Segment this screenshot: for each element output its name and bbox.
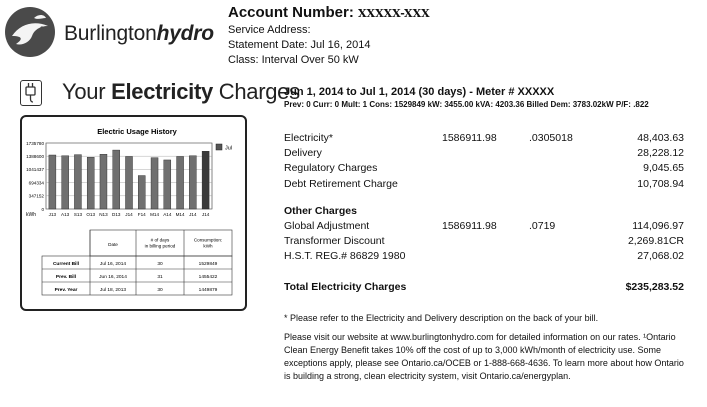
- usage-bar: [74, 155, 81, 209]
- note-website: Please visit our website at www.burlingtonhydro.com for detailed information on our rates. ¹Ontario Clean Energy Benefit takes 10% off the cost of up to 3,000 kWh/month of electricity use. Some exceptions apply, please see Ontario.ca/OCEB or 1-888-668-4636. To learn more about how Ontario is building a strong, clean electricity system, visit Ontario.ca/energyplan.: [284, 332, 684, 381]
- usage-history-panel: [20, 115, 247, 311]
- charge-row: [284, 178, 684, 192]
- charge-label: Delivery: [284, 147, 322, 160]
- charge-amount: 2,269.81CR: [627, 235, 684, 248]
- charge-label: Electricity*: [284, 132, 334, 144]
- table-cell: 30: [157, 288, 163, 293]
- charge-label: H.S.T. REG.# 86829 1980: [284, 250, 406, 263]
- bill-notes: [284, 312, 684, 389]
- charge-qty: 1586911.98: [442, 132, 497, 144]
- y-tick-label: 0: [41, 206, 44, 212]
- table-header: Date: [108, 242, 118, 247]
- logo-bird-icon: [4, 6, 56, 58]
- table-cell: Jun 16, 2014: [99, 275, 127, 280]
- table-cell: Jul 16, 2014: [99, 262, 127, 267]
- statement-date: Statement Date: Jul 16, 2014: [228, 39, 371, 51]
- meter-period: Jun 1, 2014 to Jul 1, 2014 (30 days) - Meter # XXXXX: [284, 86, 555, 98]
- usage-bar: [87, 157, 94, 209]
- total-amount: $235,283.52: [625, 281, 684, 293]
- brand-name: [64, 22, 214, 46]
- table-row-label: Prev. Bill: [55, 275, 77, 280]
- table-row-label: Prev. Year: [54, 288, 78, 293]
- note-refer: * Please refer to the Electricity and Delivery description on the back of your bill.: [284, 313, 599, 323]
- x-tick-label: J14: [189, 212, 197, 217]
- x-tick-label: D13: [112, 212, 121, 217]
- charge-amount: 10,708.94: [637, 177, 684, 190]
- table-cell: Jul 18, 2013: [99, 288, 127, 293]
- table-cell: 1449879: [198, 288, 218, 293]
- y-tick-label: 1735780: [26, 140, 44, 146]
- table-header: Consumption: kWh: [193, 237, 223, 249]
- usage-bar: [49, 155, 56, 209]
- y-tick-label: 694334: [28, 180, 44, 186]
- usage-bar: [177, 157, 184, 209]
- charge-label: Debt Retirement Charge: [284, 177, 398, 190]
- table-row-label: Current Bill: [52, 262, 80, 267]
- table-header: # of days in billing period: [144, 237, 176, 249]
- charge-qty: 1586911.98: [442, 220, 497, 232]
- usage-bar: [100, 154, 107, 209]
- charge-rate: .0719: [529, 220, 556, 232]
- account-number-line: [228, 4, 430, 23]
- usage-bar: [189, 156, 196, 209]
- charge-label: Regulatory Charges: [284, 162, 378, 175]
- usage-bar: [151, 158, 158, 209]
- charge-label: Transformer Discount: [284, 235, 385, 248]
- charge-row: [284, 162, 684, 176]
- meter-detail: Prev: 0 Curr: 0 Mult: 1 Cons: 1529849 kW: 3455.00 kVA: 4203.36 Billed Dem: 3783.02kW P/F: .822: [284, 100, 649, 109]
- usage-history-chart: [22, 117, 245, 309]
- chart-title: Electric Usage History: [97, 127, 177, 136]
- x-tick-label: F14: [137, 212, 146, 217]
- usage-bar: [164, 160, 171, 209]
- section-title: [62, 79, 300, 105]
- x-tick-label: M14: [175, 212, 185, 217]
- charge-amount: 28,228.12: [637, 147, 684, 160]
- legend-label: Jul: [225, 145, 233, 152]
- x-tick-label: J14: [125, 212, 133, 217]
- x-tick-label: J14: [201, 212, 210, 217]
- usage-bar: [113, 150, 120, 209]
- account-class: Class: Interval Over 50 kW: [228, 54, 359, 66]
- charge-amount: 9,045.65: [643, 162, 684, 175]
- brand-bold: hydro: [156, 22, 214, 45]
- section-title-prefix: Your: [62, 79, 112, 104]
- y-tick-label: 1388600: [26, 154, 44, 160]
- x-tick-label: M14: [150, 212, 160, 217]
- account-block: [228, 4, 430, 68]
- x-tick-label: O13: [86, 212, 96, 217]
- section-title-bold: Electricity: [111, 79, 213, 104]
- x-tick-label: J13: [48, 212, 57, 217]
- plug-icon: [20, 80, 42, 106]
- account-number: XXXXX-XXX: [358, 7, 430, 20]
- table-cell: 31: [157, 275, 163, 280]
- usage-bar: [202, 151, 209, 209]
- other-charges-heading: Other Charges: [284, 204, 357, 217]
- service-address: Service Address:: [228, 24, 311, 36]
- charge-amount: 114,096.97: [632, 220, 684, 232]
- charge-label: Global Adjustment: [284, 220, 370, 232]
- x-tick-label: A14: [163, 212, 172, 217]
- y-axis-label: kWh: [26, 212, 36, 218]
- charge-row: [284, 147, 684, 161]
- x-tick-label: N13: [99, 212, 108, 217]
- total-label: Total Electricity Charges: [284, 281, 407, 293]
- charge-row: [284, 235, 684, 249]
- charge-amount: 48,403.63: [637, 132, 684, 144]
- usage-bar: [125, 157, 132, 209]
- table-cell: 1529849: [198, 262, 218, 267]
- account-label: Account Number:: [228, 4, 354, 21]
- charge-row: [284, 220, 684, 234]
- usage-bar: [62, 156, 69, 209]
- table-cell: 1455422: [198, 275, 218, 280]
- usage-bar: [138, 176, 145, 209]
- x-tick-label: A13: [61, 212, 70, 217]
- charge-row: [284, 250, 684, 264]
- charge-rate: .0305018: [529, 132, 573, 144]
- legend-swatch: [216, 144, 222, 150]
- y-tick-label: 1041437: [26, 167, 44, 173]
- table-cell: 30: [157, 262, 163, 267]
- charge-amount: 27,068.02: [637, 250, 684, 263]
- x-tick-label: S13: [73, 212, 83, 217]
- charge-row: [284, 132, 684, 146]
- burlington-hydro-logo: [4, 6, 56, 58]
- brand-regular: Burlington: [64, 22, 157, 45]
- section-title-suffix: Charges: [212, 79, 300, 104]
- y-tick-label: 347152: [28, 193, 44, 199]
